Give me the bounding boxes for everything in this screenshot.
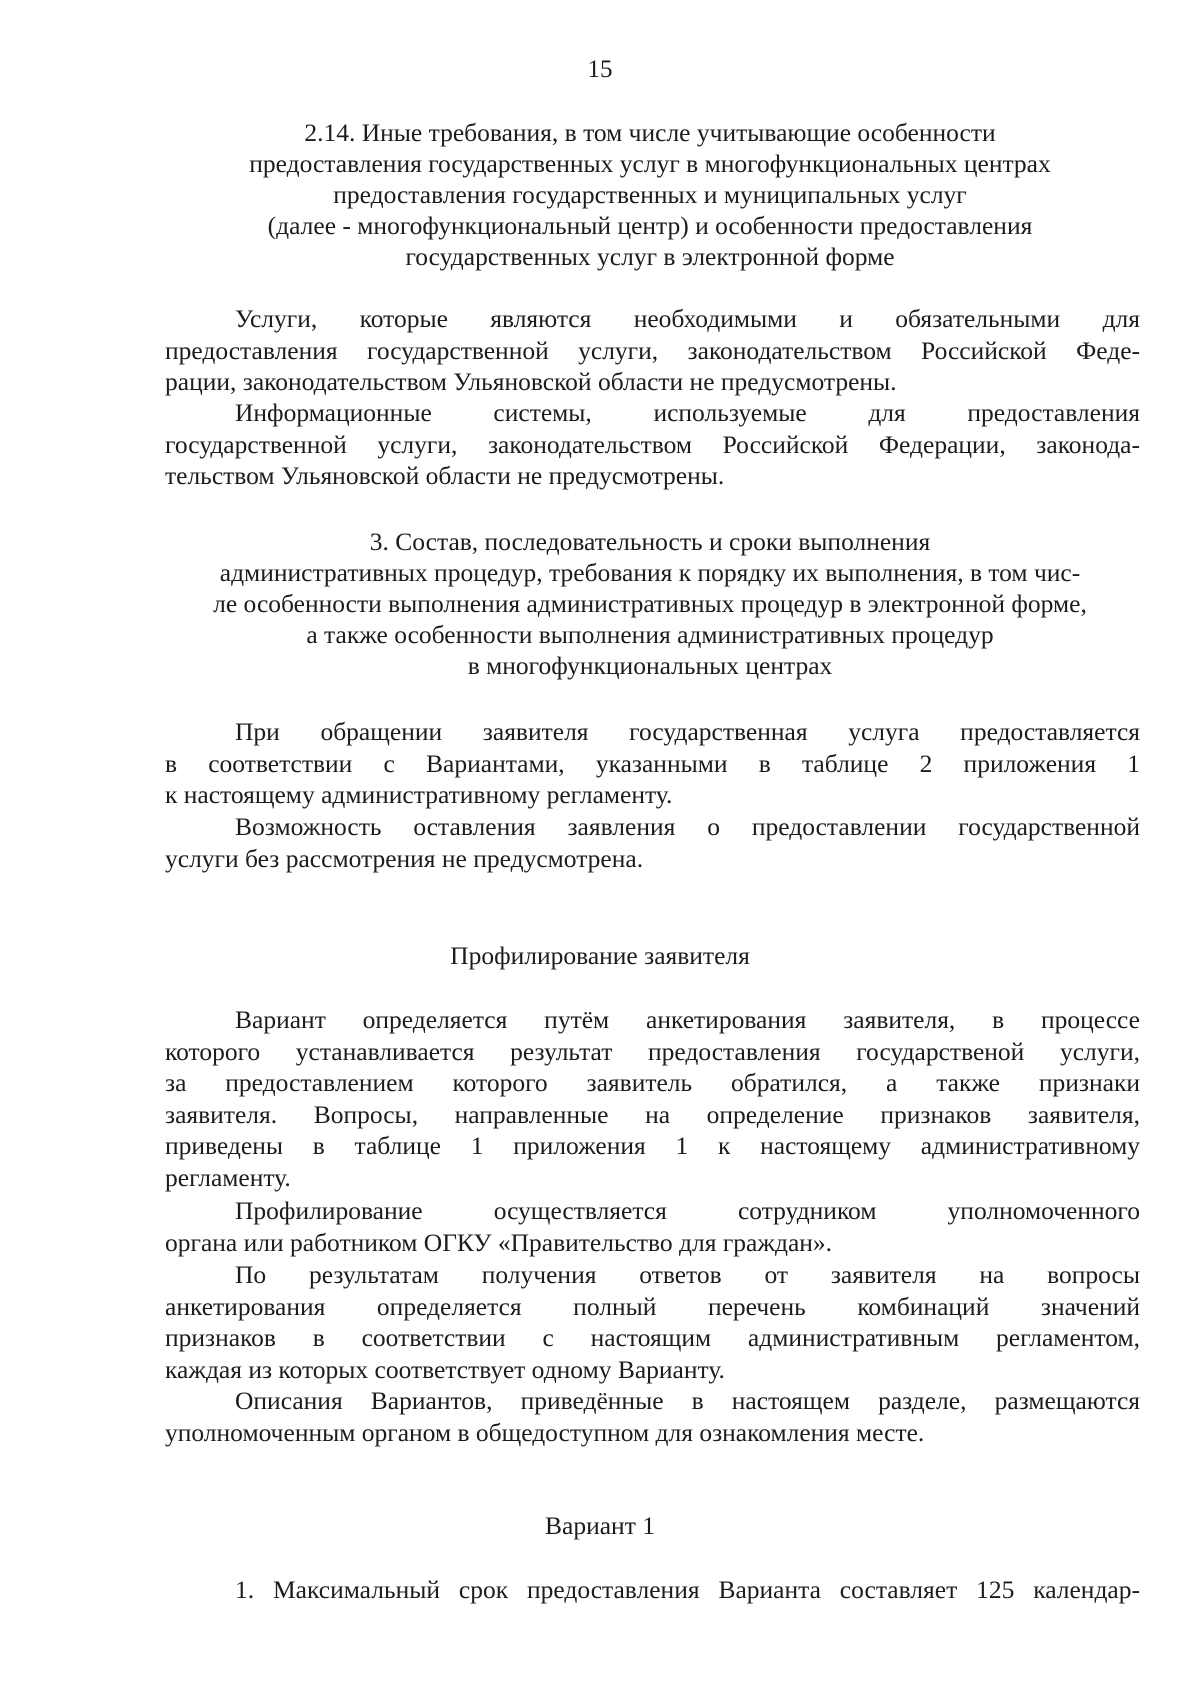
heading-line: (далее - многофункциональный центр) и особенности предоставления: [267, 211, 1033, 240]
paragraph-line: предоставления государственной услуги, законодательством Российской Феде-: [165, 335, 1140, 365]
paragraph-line: в соответствии с Вариантами, указанными в таблице 2 приложения 1: [165, 748, 1140, 778]
paragraph-line: признаков в соответствии с настоящим административным регламентом,: [165, 1323, 1140, 1352]
paragraph-line: заявителя. Вопросы, направленные на определение признаков заявителя,: [165, 1099, 1140, 1129]
profiling-heading: Профилирование заявителя: [450, 941, 750, 970]
paragraph-line: Информационные системы, используемые для предоставления: [235, 398, 1140, 427]
heading-line: в многофункциональных центрах: [467, 651, 833, 680]
paragraph-line: По результатам получения ответов от заявителя на вопросы: [235, 1260, 1140, 1289]
paragraph-line: Описания Вариантов, приведённые в настоящем разделе, размещаются: [235, 1386, 1140, 1415]
paragraph-profiling-staff: [165, 1195, 1140, 1258]
paragraph-line: рации, законодательством Ульяновской области не предусмотрены.: [165, 367, 897, 396]
paragraph-line: к настоящему административному регламенту.: [165, 780, 673, 809]
paragraph-line: за предоставлением которого заявитель обратился, а также признаки: [165, 1068, 1140, 1097]
paragraph-line: Вариант определяется путём анкетирования заявителя, в процессе: [235, 1005, 1140, 1034]
paragraph-line: Возможность оставления заявления о предоставлении государственной: [235, 812, 1140, 841]
paragraph-line: 1. Максимальный срок предоставления Варианта составляет 125 календар-: [235, 1575, 1140, 1604]
paragraph-line: регламенту.: [165, 1162, 291, 1192]
heading-line: государственных услуг в электронной форме: [405, 242, 895, 271]
paragraph-line: анкетирования определяется полный перечень комбинаций значений: [165, 1291, 1140, 1321]
heading-line: административных процедур, требования к порядку их выполнения, в том чис-: [219, 558, 1081, 587]
paragraph-line: каждая из которых соответствует одному Варианту.: [165, 1354, 725, 1384]
paragraph-line: приведены в таблице 1 приложения 1 к настоящему административному: [165, 1131, 1140, 1160]
paragraph-line: государственной услуги, законодательством Российской Федерации, законода-: [165, 429, 1140, 459]
section-2-14-heading: [160, 117, 1140, 272]
paragraph-survey-results: [165, 1259, 1140, 1385]
heading-line: а также особенности выполнения административных процедур: [306, 620, 994, 649]
paragraph-line: При обращении заявителя государственная услуга предоставляется: [235, 717, 1140, 746]
paragraph-leaving-application: [165, 811, 1140, 874]
paragraph-line: услуги без рассмотрения не предусмотрена.: [165, 843, 644, 873]
paragraph-line: которого устанавливается результат предоставления государственой услуги,: [165, 1036, 1140, 1066]
heading-line: 3. Состав, последовательность и сроки выполнения: [369, 527, 931, 556]
paragraph-line: уполномоченным органом в общедоступном для ознакомления месте.: [165, 1417, 925, 1447]
section-3-heading: [160, 526, 1140, 681]
page-number: 15: [587, 56, 613, 83]
paragraph-information-systems: [165, 397, 1140, 492]
paragraph-line: Профилирование осуществляется сотрудником уполномоченного: [235, 1196, 1140, 1225]
paragraph-variant-determination: [165, 1004, 1140, 1193]
paragraph-variant-1-term: [165, 1574, 1140, 1606]
variant-1-heading: Вариант 1: [545, 1511, 655, 1540]
heading-line: 2.14. Иные требования, в том числе учитывающие особенности: [304, 118, 996, 147]
heading-line: предоставления государственных и муниципальных услуг: [333, 180, 967, 209]
paragraph-line: органа или работником ОГКУ «Правительство для граждан».: [165, 1227, 833, 1257]
paragraph-applicant-appeal: [165, 716, 1140, 811]
paragraph-line: Услуги, которые являются необходимыми и обязательными для: [235, 304, 1140, 333]
heading-line: ле особенности выполнения административных процедур в электронной форме,: [213, 589, 1087, 618]
heading-line: предоставления государственных услуг в многофункциональных центрах: [249, 149, 1051, 178]
paragraph-required-services: [165, 303, 1140, 398]
paragraph-line: тельством Ульяновской области не предусмотрены.: [165, 461, 725, 490]
paragraph-variant-descriptions: [165, 1385, 1140, 1448]
